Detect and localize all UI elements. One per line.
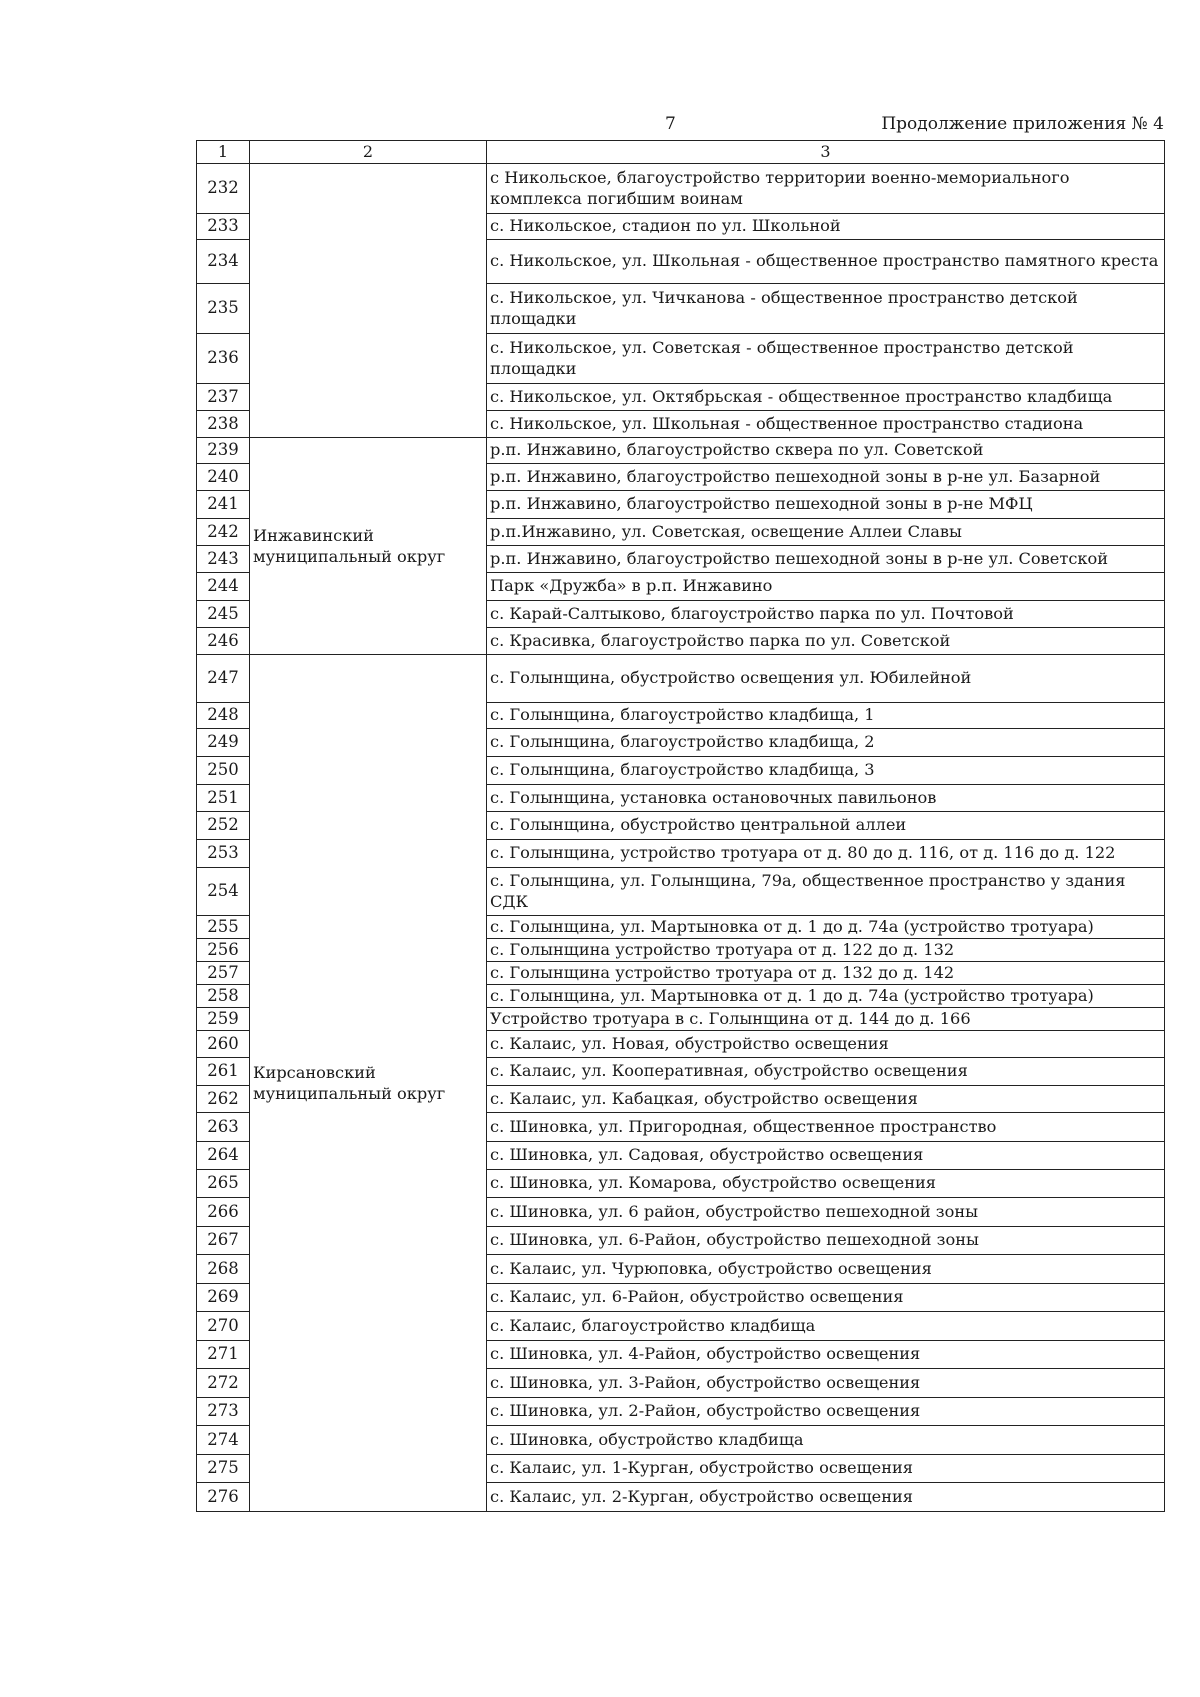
- object-description-cell: р.п. Инжавино, благоустройство сквера по ул. Советской: [487, 438, 1165, 464]
- row-number-cell: 254: [197, 868, 250, 916]
- object-description-cell: р.п. Инжавино, благоустройство пешеходной зоны в р-не ул. Советской: [487, 546, 1165, 573]
- row-number-cell: 245: [197, 601, 250, 628]
- row-number-cell: 253: [197, 840, 250, 868]
- row-number-cell: 265: [197, 1170, 250, 1198]
- column-header: 3: [487, 141, 1165, 164]
- row-number-cell: 267: [197, 1227, 250, 1255]
- object-description-cell: Устройство тротуара в с. Голынщина от д. 144 до д. 166: [487, 1008, 1165, 1031]
- object-description-cell: с. Калаис, ул. Чурюповка, обустройство освещения: [487, 1255, 1165, 1284]
- object-description-cell: с. Калаис, ул. 6-Район, обустройство освещения: [487, 1284, 1165, 1312]
- table-row: [197, 655, 1165, 703]
- row-number-cell: 242: [197, 519, 250, 546]
- object-description-cell: с. Голынщина, обустройство центральной аллеи: [487, 812, 1165, 840]
- object-description-cell: с. Голынщина, ул. Мартыновка от д. 1 до д. 74а (устройство тротуара): [487, 985, 1165, 1008]
- row-number-cell: 252: [197, 812, 250, 840]
- object-description-cell: с. Шиновка, ул. 6-Район, обустройство пешеходной зоны: [487, 1227, 1165, 1255]
- row-number-cell: 266: [197, 1198, 250, 1227]
- object-description-cell: с. Шиновка, обустройство кладбища: [487, 1426, 1165, 1455]
- row-number-cell: 271: [197, 1341, 250, 1369]
- object-description-cell: с. Шиновка, ул. Комарова, обустройство освещения: [487, 1170, 1165, 1198]
- object-description-cell: с. Карай-Салтыково, благоустройство парка по ул. Почтовой: [487, 601, 1165, 628]
- object-description-cell: с. Голынщина, благоустройство кладбища, 1: [487, 703, 1165, 729]
- row-number-cell: 276: [197, 1483, 250, 1512]
- row-number-cell: 264: [197, 1142, 250, 1170]
- column-header: 1: [197, 141, 250, 164]
- row-number-cell: 256: [197, 939, 250, 962]
- object-description-cell: с. Шиновка, ул. Садовая, обустройство освещения: [487, 1142, 1165, 1170]
- object-description-cell: с. Калаис, благоустройство кладбища: [487, 1312, 1165, 1341]
- row-number-cell: 244: [197, 573, 250, 601]
- object-description-cell: с. Шиновка, ул. 3-Район, обустройство освещения: [487, 1369, 1165, 1398]
- row-number-cell: 238: [197, 411, 250, 438]
- object-description-cell: с. Шиновка, ул. Пригородная, общественное пространство: [487, 1113, 1165, 1142]
- object-description-cell: с. Калаис, ул. Новая, обустройство освещения: [487, 1031, 1165, 1058]
- row-number-cell: 269: [197, 1284, 250, 1312]
- row-number-cell: 239: [197, 438, 250, 464]
- row-number-cell: 237: [197, 384, 250, 411]
- object-description-cell: с. Голынщина, установка остановочных павильонов: [487, 785, 1165, 812]
- row-number-cell: 255: [197, 916, 250, 939]
- row-number-cell: 251: [197, 785, 250, 812]
- row-number-cell: 235: [197, 284, 250, 334]
- district-cell: Инжавинский муниципальный округ: [250, 438, 487, 655]
- row-number-cell: 240: [197, 464, 250, 491]
- row-number-cell: 259: [197, 1008, 250, 1031]
- object-description-cell: с. Шиновка, ул. 4-Район, обустройство освещения: [487, 1341, 1165, 1369]
- object-description-cell: с. Шиновка, ул. 6 район, обустройство пешеходной зоны: [487, 1198, 1165, 1227]
- object-description-cell: с. Голынщина устройство тротуара от д. 132 до д. 142: [487, 962, 1165, 985]
- row-number-cell: 263: [197, 1113, 250, 1142]
- row-number-cell: 243: [197, 546, 250, 573]
- row-number-cell: 248: [197, 703, 250, 729]
- object-description-cell: с. Никольское, ул. Чичканова - общественное пространство детской площадки: [487, 284, 1165, 334]
- object-description-cell: с. Голынщина, благоустройство кладбища, 3: [487, 757, 1165, 785]
- object-description-cell: с. Голынщина, ул. Мартыновка от д. 1 до д. 74а (устройство тротуара): [487, 916, 1165, 939]
- row-number-cell: 268: [197, 1255, 250, 1284]
- row-number-cell: 260: [197, 1031, 250, 1058]
- object-description-cell: с. Красивка, благоустройство парка по ул. Советской: [487, 628, 1165, 655]
- object-description-cell: с. Никольское, стадион по ул. Школьной: [487, 214, 1165, 240]
- row-number-cell: 236: [197, 334, 250, 384]
- row-number-cell: 250: [197, 757, 250, 785]
- row-number-cell: 272: [197, 1369, 250, 1398]
- object-description-cell: с. Голынщина, ул. Голынщина, 79а, общественное пространство у здания СДК: [487, 868, 1165, 916]
- row-number-cell: 275: [197, 1455, 250, 1483]
- row-number-cell: 262: [197, 1086, 250, 1113]
- page-number: 7: [665, 114, 676, 134]
- table-row: [197, 438, 1165, 464]
- object-description-cell: с. Калаис, ул. 2-Курган, обустройство освещения: [487, 1483, 1165, 1512]
- row-number-cell: 258: [197, 985, 250, 1008]
- object-description-cell: с. Голынщина устройство тротуара от д. 122 до д. 132: [487, 939, 1165, 962]
- object-description-cell: с. Калаис, ул. Кабацкая, обустройство освещения: [487, 1086, 1165, 1113]
- object-description-cell: с. Никольское, ул. Школьная - общественное пространство стадиона: [487, 411, 1165, 438]
- table-header-row: [197, 141, 1165, 164]
- object-description-cell: Парк «Дружба» в р.п. Инжавино: [487, 573, 1165, 601]
- column-header: 2: [250, 141, 487, 164]
- object-list-table: [196, 140, 1165, 1512]
- row-number-cell: 274: [197, 1426, 250, 1455]
- object-description-cell: р.п. Инжавино, благоустройство пешеходной зоны в р-не МФЦ: [487, 491, 1165, 519]
- object-description-cell: р.п. Инжавино, благоустройство пешеходной зоны в р-не ул. Базарной: [487, 464, 1165, 491]
- object-description-cell: с. Никольское, ул. Октябрьская - общественное пространство кладбища: [487, 384, 1165, 411]
- row-number-cell: 232: [197, 164, 250, 214]
- object-description-cell: с. Калаис, ул. 1-Курган, обустройство освещения: [487, 1455, 1165, 1483]
- district-cell: [250, 164, 487, 438]
- object-description-cell: с. Голынщина, обустройство освещения ул. Юбилейной: [487, 655, 1165, 703]
- row-number-cell: 249: [197, 729, 250, 757]
- object-description-cell: с. Голынщина, устройство тротуара от д. 80 до д. 116, от д. 116 до д. 122: [487, 840, 1165, 868]
- district-cell: Кирсановский муниципальный округ: [250, 655, 487, 1512]
- object-description-cell: р.п.Инжавино, ул. Советская, освещение Аллеи Славы: [487, 519, 1165, 546]
- row-number-cell: 257: [197, 962, 250, 985]
- row-number-cell: 241: [197, 491, 250, 519]
- table-body: [197, 164, 1165, 1512]
- row-number-cell: 233: [197, 214, 250, 240]
- row-number-cell: 234: [197, 240, 250, 284]
- appendix-title: Продолжение приложения № 4: [881, 114, 1164, 134]
- row-number-cell: 246: [197, 628, 250, 655]
- row-number-cell: 247: [197, 655, 250, 703]
- object-description-cell: с. Шиновка, ул. 2-Район, обустройство освещения: [487, 1398, 1165, 1426]
- row-number-cell: 273: [197, 1398, 250, 1426]
- row-number-cell: 261: [197, 1058, 250, 1086]
- object-description-cell: с Никольское, благоустройство территории военно-мемориального комплекса погибшим воинам: [487, 164, 1165, 214]
- object-description-cell: с. Никольское, ул. Советская - общественное пространство детской площадки: [487, 334, 1165, 384]
- object-description-cell: с. Голынщина, благоустройство кладбища, 2: [487, 729, 1165, 757]
- object-description-cell: с. Никольское, ул. Школьная - общественное пространство памятного креста: [487, 240, 1165, 284]
- object-description-cell: с. Калаис, ул. Кооперативная, обустройство освещения: [487, 1058, 1165, 1086]
- table-row: [197, 164, 1165, 214]
- row-number-cell: 270: [197, 1312, 250, 1341]
